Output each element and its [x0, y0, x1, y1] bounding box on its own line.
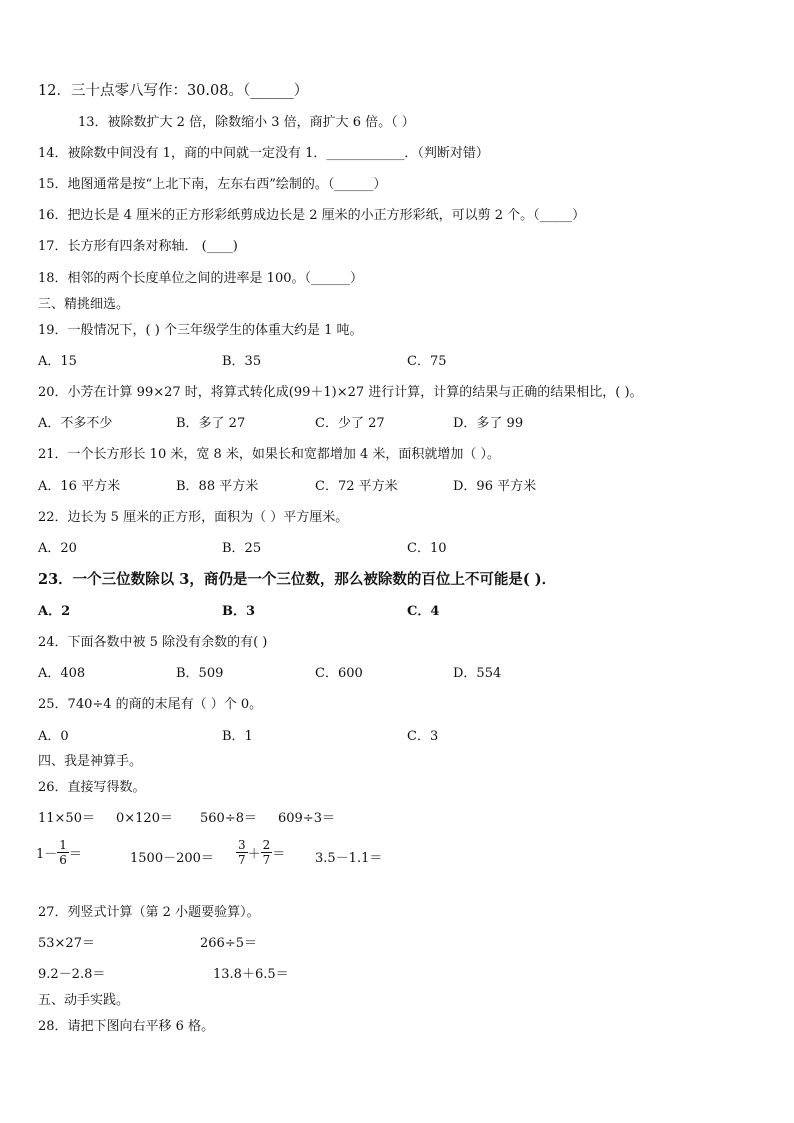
- option-24-b: B．509: [176, 666, 224, 681]
- question-22: 22．边长为 5 厘米的正方形，面积为（ ）平方厘米。: [38, 510, 349, 525]
- calc-text: ＝: [272, 847, 286, 862]
- calc-fraction-item: [236, 838, 285, 867]
- calc-item: [130, 847, 214, 866]
- calc-text: 1－: [36, 847, 58, 862]
- vertical-calc-item: 13.8＋6.5＝: [213, 967, 289, 982]
- option-19-a: A．15: [38, 354, 77, 369]
- fraction-denominator: 7: [262, 853, 271, 867]
- option-23-a: A．2: [38, 604, 71, 619]
- question-21: 21．一个长方形长 10 米，宽 8 米，如果长和宽都增加 4 米，面积就增加（ ）。: [38, 447, 501, 462]
- option-25-a: A．0: [38, 729, 69, 744]
- option-21-a: A．16 平方米: [38, 479, 121, 494]
- vertical-calc-item: 9.2－2.8＝: [38, 967, 106, 982]
- option-19-b: B．35: [222, 354, 262, 369]
- question-16: 16．把边长是 4 厘米的正方形彩纸剪成边长是 2 厘米的小正方形彩纸，可以剪 2 个。（_____）: [38, 208, 586, 223]
- calc-text: 1500－200＝: [130, 851, 214, 866]
- calc-item: 560÷8＝: [200, 811, 257, 826]
- option-20-d: D．多了 99: [453, 416, 524, 431]
- section-heading-4: 四、我是神算手。: [38, 754, 143, 769]
- option-22-c: C．10: [407, 541, 447, 556]
- option-23-b: B．3: [222, 604, 256, 619]
- option-22-b: B．25: [222, 541, 262, 556]
- vertical-calc-item: 266÷5＝: [200, 936, 257, 951]
- option-21-c: C．72 平方米: [315, 479, 398, 494]
- question-19: 19．一般情况下，( ) 个三年级学生的体重大约是 1 吨。: [38, 323, 363, 338]
- option-25-b: B．1: [222, 729, 253, 744]
- question-24: 24．下面各数中被 5 除没有余数的有( ): [38, 635, 268, 650]
- calc-text: ＋: [247, 847, 261, 862]
- option-23-c: C．4: [407, 604, 440, 619]
- calc-item: [315, 847, 382, 866]
- calc-text: ＝: [68, 847, 82, 862]
- option-20-b: B．多了 27: [176, 416, 246, 431]
- question-27: 27．列竖式计算（第 2 小题要验算）。: [38, 905, 260, 920]
- option-25-c: C．3: [407, 729, 439, 744]
- question-15: 15．地图通常是按“上北下南，左东右西”绘制的。（______）: [38, 177, 387, 192]
- question-14: 14．被除数中间没有 1，商的中间就一定没有 1．____________．（判断对错）: [38, 146, 489, 161]
- fraction-numerator: 2: [262, 838, 271, 852]
- option-20-a: A．不多不少: [38, 416, 113, 431]
- option-24-d: D．554: [453, 666, 502, 681]
- fraction-denominator: 7: [238, 853, 246, 867]
- question-23: 23．一个三位数除以 3，商仍是一个三位数，那么被除数的百位上不可能是( )．: [38, 571, 557, 588]
- vertical-calc-item: 53×27＝: [38, 936, 95, 951]
- option-24-c: C．600: [315, 666, 363, 681]
- question-26: 26．直接写得数。: [38, 780, 146, 795]
- calc-item: 609÷3＝: [278, 811, 335, 826]
- section-heading-5: 五、动手实践。: [38, 993, 130, 1008]
- section-heading-3: 三、精挑细选。: [38, 297, 130, 312]
- option-21-d: D．96 平方米: [453, 479, 537, 494]
- question-20: 20．小芳在计算 99×27 时，将算式转化成(99＋1)×27 进行计算，计算的结果与正确的结果相比，( )。: [38, 385, 643, 400]
- question-13: 13．被除数扩大 2 倍，除数缩小 3 倍，商扩大 6 倍。（ ）: [78, 115, 415, 130]
- calc-fraction-item: [36, 838, 82, 867]
- question-28: 28．请把下图向右平移 6 格。: [38, 1019, 215, 1034]
- calc-item: 11×50＝: [38, 811, 95, 826]
- option-22-a: A．20: [38, 541, 77, 556]
- fraction-numerator: 1: [59, 838, 67, 852]
- option-19-c: C．75: [407, 354, 447, 369]
- question-25: 25．740÷4 的商的末尾有（ ）个 0。: [38, 697, 263, 712]
- option-20-c: C．少了 27: [315, 416, 385, 431]
- fraction: [57, 838, 69, 867]
- calc-text: 3.5－1.1＝: [315, 851, 383, 866]
- fraction: [236, 838, 248, 867]
- fraction-numerator: 3: [238, 838, 246, 852]
- question-17: 17．长方形有四条对称轴． (____): [38, 239, 238, 254]
- calc-item: 0×120＝: [116, 811, 173, 826]
- fraction-denominator: 6: [59, 853, 67, 867]
- option-24-a: A．408: [38, 666, 86, 681]
- question-12: 12．三十点零八写作：30.08。（______）: [38, 83, 309, 99]
- question-18: 18．相邻的两个长度单位之间的进率是 100。（______）: [38, 271, 363, 286]
- option-21-b: B．88 平方米: [176, 479, 259, 494]
- fraction: [261, 838, 273, 867]
